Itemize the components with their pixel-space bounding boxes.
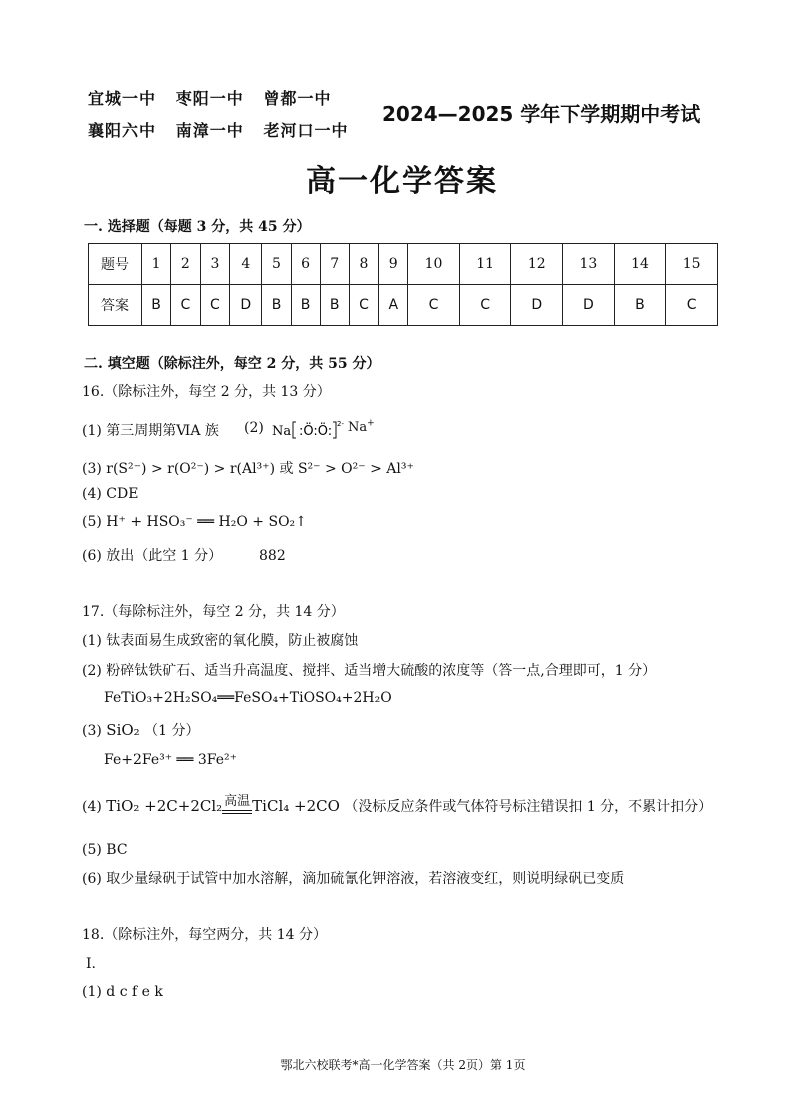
question-number: 13 bbox=[563, 244, 615, 285]
q17-answer-3-formula: SiO₂ bbox=[106, 721, 140, 739]
q16-answer-6 bbox=[82, 545, 286, 565]
q16-answer-6-value: 882 bbox=[259, 548, 286, 564]
answer-cell: C bbox=[666, 285, 718, 326]
q18-part-label: Ⅰ. bbox=[86, 956, 96, 972]
q17-answer-6: (6) 取少量绿矾于试管中加水溶解，滴加硫氰化钾溶液，若溶液变红，则说明绿矾已变质 bbox=[82, 871, 625, 887]
q17-answer-3-label: (3) bbox=[82, 723, 102, 739]
school-name: 宜城一中 bbox=[88, 89, 157, 108]
answer-cell: C bbox=[349, 285, 379, 326]
q16-heading: 16.（除标注外，每空 2 分，共 13 分） bbox=[82, 384, 331, 400]
q16-answer-2-label: (2) bbox=[244, 420, 264, 436]
answer-cell: C bbox=[459, 285, 511, 326]
question-number: 8 bbox=[349, 244, 379, 285]
answer-table bbox=[88, 243, 718, 326]
svg-text:2-: 2- bbox=[337, 420, 344, 428]
answer-cell: D bbox=[230, 285, 262, 326]
q16-answer-4: (4) CDE bbox=[82, 486, 139, 502]
answer-cell: B bbox=[614, 285, 666, 326]
q17-answer-2-equation: FeTiO₃+2H₂SO₄══FeSO₄+TiOSO₄+2H₂O bbox=[104, 690, 392, 706]
school-name: 南漳一中 bbox=[175, 121, 244, 140]
school-row-1 bbox=[88, 86, 331, 109]
answer-cell: B bbox=[320, 285, 349, 326]
svg-text::Ö:Ö:: :Ö:Ö: bbox=[299, 424, 333, 439]
row-label-number: 题号 bbox=[89, 244, 142, 285]
question-number: 7 bbox=[320, 244, 349, 285]
answer-cell: B bbox=[262, 285, 291, 326]
q17-answer-1: (1) 钛表面易生成致密的氧化膜，防止被腐蚀 bbox=[82, 633, 359, 649]
question-number: 6 bbox=[291, 244, 320, 285]
question-number: 12 bbox=[511, 244, 563, 285]
q17-answer-3-equation: Fe+2Fe³⁺ ══ 3Fe²⁺ bbox=[104, 752, 238, 768]
answer-cell: D bbox=[563, 285, 615, 326]
question-number: 15 bbox=[666, 244, 718, 285]
section-2-title: 二. 填空题（除标注外，每空 2 分，共 55 分） bbox=[84, 356, 381, 372]
question-number: 2 bbox=[171, 244, 201, 285]
q17-answer-4-reactants: TiO₂ +2C+2Cl₂ bbox=[106, 797, 223, 815]
q18-answer-1: (1) d c f e k bbox=[82, 984, 163, 1000]
q17-heading: 17.（每除标注外，每空 2 分，共 14 分） bbox=[82, 604, 345, 620]
answer-cell: D bbox=[511, 285, 563, 326]
row-label-answer: 答案 bbox=[89, 285, 142, 326]
answer-cell: C bbox=[171, 285, 201, 326]
school-name: 枣阳一中 bbox=[175, 89, 244, 108]
q17-answer-3-note: （1 分） bbox=[144, 723, 200, 739]
school-row-2 bbox=[88, 118, 348, 141]
question-number: 14 bbox=[614, 244, 666, 285]
q17-answer-5: (5) BC bbox=[82, 842, 128, 858]
equals-sign-icon bbox=[222, 810, 252, 814]
lewis-structure-icon bbox=[272, 419, 352, 441]
answer-cell: B bbox=[291, 285, 320, 326]
q18-heading: 18.（除标注外，每空两分，共 14 分） bbox=[82, 927, 327, 943]
exam-title: 2024—2025 学年下学期期中考试 bbox=[382, 102, 701, 126]
question-number: 4 bbox=[230, 244, 262, 285]
q17-answer-4 bbox=[82, 796, 712, 816]
question-number: 1 bbox=[142, 244, 171, 285]
svg-text:Na: Na bbox=[272, 424, 292, 439]
question-number: 11 bbox=[459, 244, 511, 285]
q17-answer-4-products: TiCl₄ +2CO bbox=[252, 797, 340, 815]
answer-cell: C bbox=[200, 285, 230, 326]
table-row-answers bbox=[89, 285, 718, 326]
q16-answer-3: (3) r(S²⁻) > r(O²⁻) > r(Al³⁺) 或 S²⁻ > O²⁻ > Al³⁺ bbox=[82, 461, 414, 477]
q16-answer-5: (5) H⁺ + HSO₃⁻ ══ H₂O + SO₂↑ bbox=[82, 514, 307, 530]
question-number: 10 bbox=[408, 244, 460, 285]
reaction-condition-label: 高温 bbox=[224, 794, 251, 809]
q17-answer-4-label: (4) bbox=[82, 799, 102, 815]
answer-cell: C bbox=[408, 285, 460, 326]
q17-answer-2: (2) 粉碎钛铁矿石、适当升高温度、搅拌、适当增大硫酸的浓度等（答一点,合理即可，1 分） bbox=[82, 663, 657, 679]
school-name: 老河口一中 bbox=[263, 121, 349, 140]
lewis-structure-na2o2: Na :Ö:Ö: 2- Na+ bbox=[272, 418, 375, 439]
q17-answer-3 bbox=[82, 720, 200, 740]
school-name: 曾都一中 bbox=[263, 89, 332, 108]
page-footer: 鄂北六校联考*高一化学答案（共 2页）第 1页 bbox=[280, 1058, 526, 1072]
answer-cell: A bbox=[379, 285, 408, 326]
question-number: 9 bbox=[379, 244, 408, 285]
table-row-numbers bbox=[89, 244, 718, 285]
q16-answer-1: (1) 第三周期第ⅥA 族 bbox=[82, 423, 219, 439]
q16-answer-6-text: (6) 放出（此空 1 分） bbox=[82, 548, 223, 564]
page-title: 高一化学答案 bbox=[306, 164, 498, 199]
section-1-title: 一. 选择题（每题 3 分，共 45 分） bbox=[84, 219, 311, 235]
reaction-condition bbox=[222, 795, 252, 814]
q17-answer-4-note: （没标反应条件或气体符号标注错误扣 1 分，不累计扣分） bbox=[344, 799, 713, 815]
school-name: 襄阳六中 bbox=[88, 121, 157, 140]
answer-cell: B bbox=[142, 285, 171, 326]
question-number: 5 bbox=[262, 244, 291, 285]
question-number: 3 bbox=[200, 244, 230, 285]
